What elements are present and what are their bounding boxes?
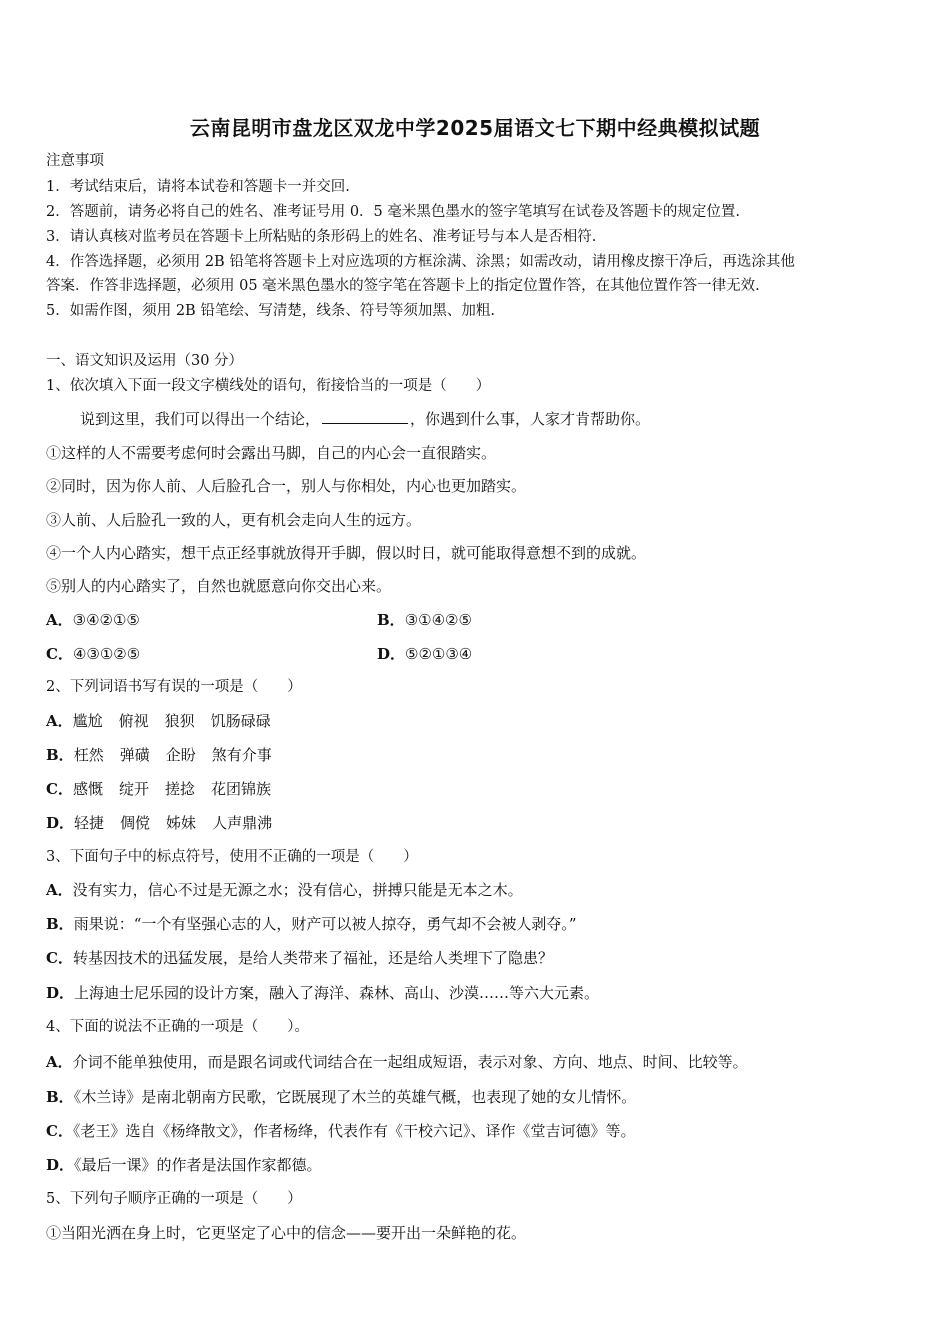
fill-blank [322, 409, 408, 424]
sentence-item: ③人前、人后脸孔一致的人，更有机会走向人生的远方。 [46, 511, 422, 529]
option-b [46, 914, 577, 934]
option-label: C． [46, 949, 73, 967]
option-label: C． [46, 1122, 73, 1140]
option-b [46, 745, 272, 765]
section-heading: 一、语文知识及运用（30 分） [46, 353, 244, 369]
sentence-item: ①当阳光洒在身上时，它更坚定了心中的信念——要开出一朵鲜艳的花。 [46, 1224, 527, 1242]
option-text: 《最后一课》的作者是法国作家都德。 [74, 1156, 322, 1174]
word: 人声鼎沸 [212, 814, 273, 832]
option-a [46, 711, 271, 731]
word: 姊妹 [166, 814, 197, 832]
option-c [46, 779, 271, 799]
notice-item: 答案．作答非选择题，必须用 05 毫米黑色墨水的签字笔在答题卡上的指定位置作答，在其他位置作答一律无效. [46, 278, 760, 294]
option-label: A． [46, 1053, 73, 1071]
question-1-stem: 1、依次填入下面一段文字横线处的语句，衔接恰当的一项是（ ） [46, 378, 491, 394]
option-a [46, 610, 140, 630]
option-text: ③①④②⑤ [404, 611, 472, 629]
word: 俯视 [118, 712, 149, 730]
word: 绽开 [118, 780, 149, 798]
option-b [46, 1087, 636, 1107]
option-label: C． [46, 645, 73, 663]
notice-item: 1．考试结束后，请将本试卷和答题卡一并交回. [46, 179, 350, 195]
option-text: 上海迪士尼乐园的设计方案，融入了海洋、森林、高山、沙漠……等六大元素。 [74, 984, 600, 1002]
sentence-item: ②同时，因为你人前、人后脸孔合一，别人与你相处，内心也更加踏实。 [46, 477, 527, 495]
passage-text: ，你遇到什么事，人家才肯帮助你。 [410, 410, 651, 428]
option-label: B． [46, 915, 74, 933]
option-text: ③④②①⑤ [72, 611, 140, 629]
word: 煞有介事 [211, 746, 272, 764]
option-text: 没有实力，信心不过是无源之水；没有信心，拼搏只能是无本之木。 [72, 881, 523, 899]
option-text: ⑤②①③④ [405, 645, 473, 663]
sentence-item: ④一个人内心踏实，想干点正经事就放得开手脚，假以时日，就可能取得意想不到的成就。 [46, 544, 647, 562]
option-a [46, 880, 523, 900]
option-text: 《老王》选自《杨绛散文》，作者杨绛，代表作有《干校六记》、译作《堂吉诃德》等。 [72, 1122, 636, 1140]
passage-text: 说到这里，我们可以得出一个结论， [80, 410, 321, 428]
option-text: 《木兰诗》是南北朝南方民歌，它既展现了木兰的英雄气概，也表现了她的女儿情怀。 [73, 1088, 637, 1106]
word: 倜傥 [120, 814, 151, 832]
option-b [377, 610, 472, 630]
notice-item: 5．如需作图，须用 2B 铅笔绘、写清楚，线条、符号等须加黑、加粗. [46, 303, 495, 319]
option-text: 介词不能单独使用，而是跟名词或代词结合在一起组成短语，表示对象、方向、地点、时间、比较等。 [72, 1053, 748, 1071]
option-c [46, 644, 140, 664]
word: 轻捷 [74, 814, 105, 832]
option-c [46, 1121, 635, 1141]
option-label: D． [46, 1156, 75, 1174]
option-label: D． [46, 984, 75, 1002]
option-text: 雨果说：“一个有坚强心志的人，财产可以被人掠夺，勇气却不会被人剥夺。” [73, 915, 577, 933]
question-3-stem: 3、下面句子中的标点符号，使用不正确的一项是（ ） [46, 849, 418, 865]
option-d [46, 983, 599, 1003]
option-label: A． [46, 712, 73, 730]
option-a [46, 1052, 748, 1072]
option-text: 转基因技术的迅猛发展，是给人类带来了福祉，还是给人类埋下了隐患？ [72, 949, 553, 967]
option-label: A． [46, 881, 73, 899]
option-d [377, 644, 472, 664]
sentence-item: ⑤别人的内心踏实了，自然也就愿意向你交出心来。 [46, 577, 392, 595]
option-d [46, 813, 272, 833]
notice-item: 3．请认真核对监考员在答题卡上所粘贴的条形码上的姓名、准考证号与本人是否相符. [46, 229, 597, 245]
option-label: B． [46, 746, 74, 764]
page-title: 云南昆明市盘龙区双龙中学2025届语文七下期中经典模拟试题 [189, 116, 761, 140]
word: 搓捻 [164, 780, 195, 798]
option-label: A． [46, 611, 73, 629]
option-label: C． [46, 780, 73, 798]
word: 企盼 [165, 746, 196, 764]
question-4-stem: 4、下面的说法不正确的一项是（ ）。 [46, 1019, 309, 1035]
option-label: B． [377, 611, 405, 629]
word: 狼狈 [164, 712, 195, 730]
question-1-passage [80, 409, 650, 429]
word: 尴尬 [72, 712, 103, 730]
option-label: D． [46, 814, 75, 832]
question-2-stem: 2、下列词语书写有误的一项是（ ） [46, 679, 302, 695]
option-label: D． [377, 645, 406, 663]
word: 枉然 [73, 746, 104, 764]
notice-item: 4．作答选择题，必须用 2B 铅笔将答题卡上对应选项的方框涂满、涂黑；如需改动，请用橡皮擦干净后，再选涂其他 [46, 254, 795, 270]
notice-item: 2．答题前，请务必将自己的姓名、准考证号用 0．5 毫米黑色墨水的签字笔填写在试卷及答题卡的规定位置. [46, 204, 740, 220]
option-label: B． [46, 1088, 74, 1106]
option-text: ④③①②⑤ [72, 645, 141, 663]
question-5-stem: 5、下列句子顺序正确的一项是（ ） [46, 1191, 302, 1207]
word: 花团锦族 [211, 780, 272, 798]
option-d [46, 1155, 322, 1175]
word: 饥肠碌碌 [210, 712, 271, 730]
notice-heading: 注意事项 [46, 153, 104, 169]
word: 感慨 [72, 780, 103, 798]
sentence-item: ①这样的人不需要考虑何时会露出马脚，自己的内心会一直很踏实。 [46, 444, 497, 462]
word: 弹磺 [119, 746, 150, 764]
option-c [46, 948, 553, 968]
